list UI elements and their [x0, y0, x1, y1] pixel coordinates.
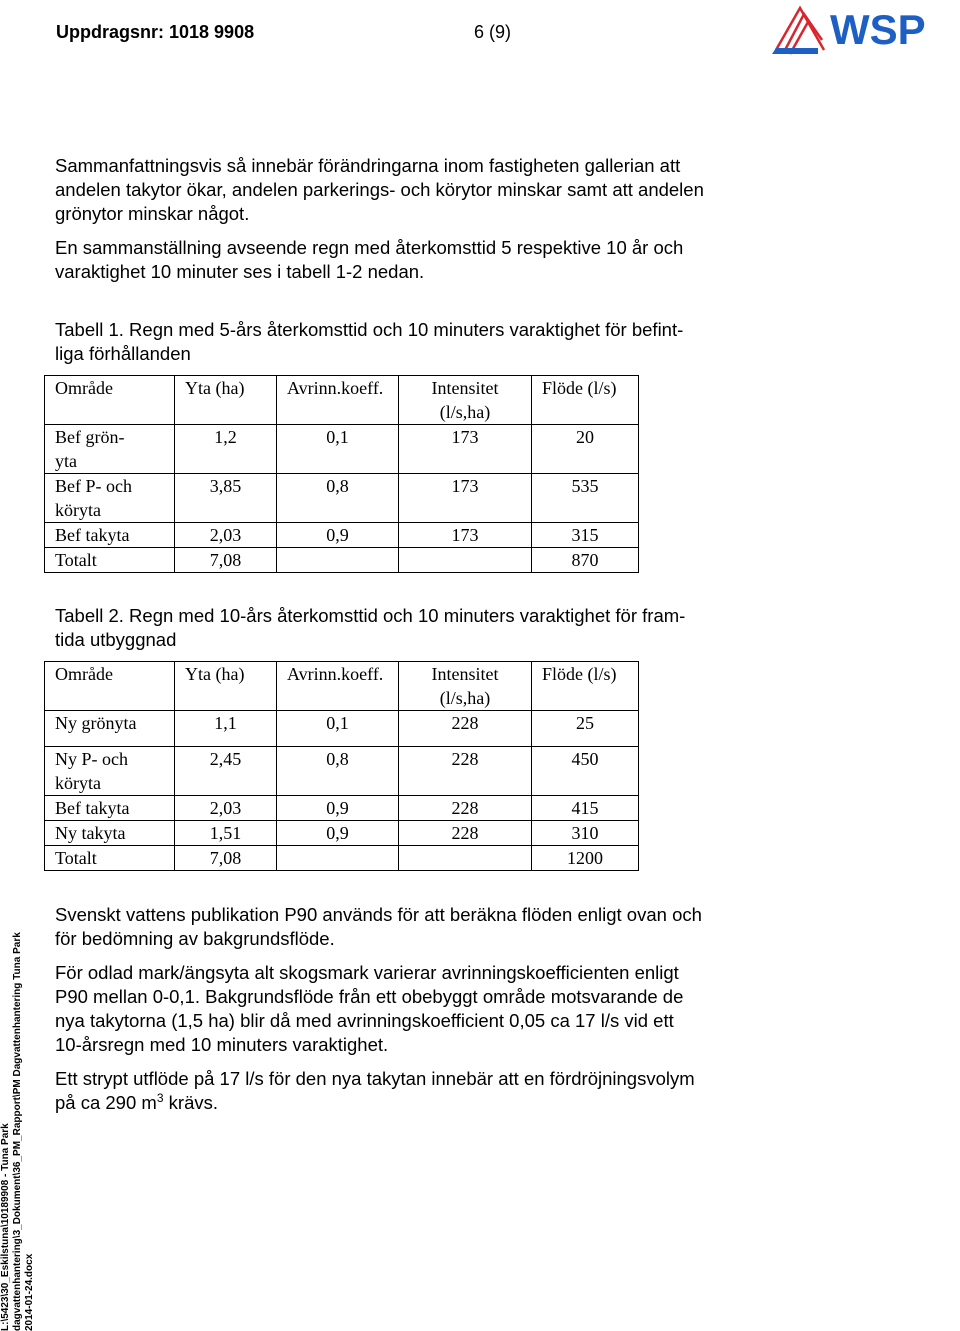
table-cell: 228	[399, 747, 532, 796]
table-cell: 3,85	[175, 474, 277, 523]
table-cell: 2,03	[175, 523, 277, 548]
table-row	[45, 548, 639, 573]
table-cell: 1,2	[175, 425, 277, 474]
table-row	[45, 821, 639, 846]
table-cell: 0,9	[277, 523, 399, 548]
table-header-row	[45, 662, 639, 711]
header-cell: Intensitet (l/s,ha)	[399, 376, 532, 425]
table-2	[44, 661, 639, 871]
table-cell: 1200	[532, 846, 639, 871]
table-cell	[399, 548, 532, 573]
detention-volume-paragraph: Ett strypt utflöde på 17 l/s för den nya takytan innebär att en fördröjningsvolym på ca 290 $m^3$ krävs.	[55, 1068, 695, 1113]
wsp-logo	[770, 0, 960, 60]
table2-caption: Tabell 2. Regn med 10-års återkomsttid och 10 minuters varaktighet för fram- tida utbyggnad	[55, 605, 686, 650]
header-cell: Yta (ha)	[175, 662, 277, 711]
table-cell: Ny takyta	[45, 821, 175, 846]
table-1	[44, 375, 639, 573]
table-cell: Totalt	[45, 548, 175, 573]
header-cell: Avrinn.koeff.	[277, 662, 399, 711]
table-cell: 315	[532, 523, 639, 548]
table-cell: Bef grön- yta	[45, 425, 175, 474]
table-cell: 310	[532, 821, 639, 846]
summary-paragraph: Sammanfattningsvis så innebär förändringarna inom fastigheten gallerian att andelen takytor ökar, andelen parkerings- och körytor minskar samt att andelen grönytor minskar något.	[55, 155, 704, 224]
table-cell: Bef takyta	[45, 796, 175, 821]
p90-paragraph: Svenskt vattens publikation P90 används för att beräkna flöden enligt ovan och för bedömning av bakgrundsflöde.	[55, 904, 702, 949]
table-cell	[277, 548, 399, 573]
table-row	[45, 523, 639, 548]
table-cell: 415	[532, 796, 639, 821]
table-cell: 0,9	[277, 796, 399, 821]
compilation-paragraph: En sammanställning avseende regn med återkomsttid 5 respektive 10 år och varaktighet 10 minuter ses i tabell 1-2 nedan.	[55, 237, 684, 282]
table-cell: Totalt	[45, 846, 175, 871]
table-cell	[399, 846, 532, 871]
table-row	[45, 846, 639, 871]
logo-text: WSP	[830, 6, 926, 53]
table-cell: Bef takyta	[45, 523, 175, 548]
header-cell: Intensitet (l/s,ha)	[399, 662, 532, 711]
table-row	[45, 711, 639, 747]
header-cell: Område	[45, 662, 175, 711]
background-flow-paragraph: För odlad mark/ängsyta alt skogsmark varierar avrinningskoefficienten enligt P90 mellan 0-0,1. Bakgrundsflöde från ett obebyggt område motsvarande de nya takytorna (1,5 ha) blir då med avrinningskoefficient 0,05 ca 17 l/s vid ett 10-årsregn med 10 minuters varaktighet.	[55, 962, 684, 1055]
table-cell: 173	[399, 523, 532, 548]
table-cell: 228	[399, 821, 532, 846]
table-row	[45, 796, 639, 821]
table-cell: 1,51	[175, 821, 277, 846]
table-cell: Ny P- och köryta	[45, 747, 175, 796]
table-cell: 7,08	[175, 548, 277, 573]
table-cell: 870	[532, 548, 639, 573]
table-cell: 25	[532, 711, 639, 747]
assignment-number: Uppdragsnr: 1018 9908	[56, 22, 255, 42]
table-cell: 173	[399, 425, 532, 474]
table-row	[45, 425, 639, 474]
table-cell: 7,08	[175, 846, 277, 871]
header-cell: Yta (ha)	[175, 376, 277, 425]
table-cell: Ny grönyta	[45, 711, 175, 747]
table-cell: 173	[399, 474, 532, 523]
table-cell: 228	[399, 796, 532, 821]
file-path-sidebar: L:\5423\30_Eskilstuna\10189908 - Tuna Park dagvattenhantering\3_Dokument\36_PM_Rapport\PM Dagvattenhantering Tuna Park 2014-01-24.docx	[0, 932, 35, 1331]
table-cell: 2,03	[175, 796, 277, 821]
header-cell: Område	[45, 376, 175, 425]
table-cell: 0,8	[277, 747, 399, 796]
table-cell: 0,1	[277, 425, 399, 474]
table-cell	[277, 846, 399, 871]
table1-caption: Tabell 1. Regn med 5-års återkomsttid och 10 minuters varaktighet för befint- liga förhållanden	[55, 319, 684, 364]
table-cell: 2,45	[175, 747, 277, 796]
table-cell: 0,1	[277, 711, 399, 747]
table-cell: 0,9	[277, 821, 399, 846]
table-cell: 228	[399, 711, 532, 747]
table-row	[45, 747, 639, 796]
table-row	[45, 474, 639, 523]
table-cell: Bef P- och köryta	[45, 474, 175, 523]
table-cell: 450	[532, 747, 639, 796]
header-cell: Avrinn.koeff.	[277, 376, 399, 425]
table-cell: 535	[532, 474, 639, 523]
page-number: 6 (9)	[474, 22, 512, 42]
table-cell: 0,8	[277, 474, 399, 523]
table-header-row	[45, 376, 639, 425]
table-cell: 20	[532, 425, 639, 474]
header-cell: Flöde (l/s)	[532, 662, 639, 711]
table-cell: 1,1	[175, 711, 277, 747]
header-cell: Flöde (l/s)	[532, 376, 639, 425]
